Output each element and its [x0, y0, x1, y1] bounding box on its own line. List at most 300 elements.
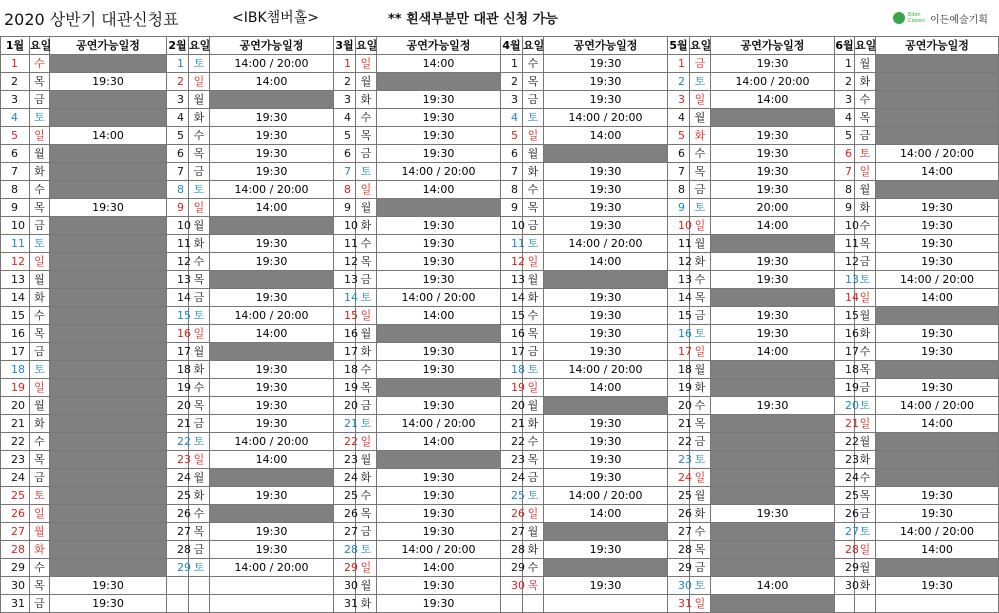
slot-header: 공연가능일정: [711, 37, 835, 55]
day-number: 6: [668, 145, 690, 163]
available-slot[interactable]: 19:30: [544, 307, 668, 325]
available-slot[interactable]: 19:30: [711, 397, 835, 415]
available-slot[interactable]: 14:00 / 20:00: [377, 163, 501, 181]
available-slot[interactable]: 19:30: [377, 469, 501, 487]
day-number: 29: [1, 559, 30, 577]
day-number: 28: [334, 541, 356, 559]
available-slot[interactable]: 19:30: [210, 289, 334, 307]
available-slot[interactable]: 19:30: [711, 181, 835, 199]
available-slot[interactable]: 19:30: [544, 163, 668, 181]
unavailable-slot: [876, 109, 999, 127]
day-number: 11: [501, 235, 523, 253]
weekday-cell: 목: [356, 379, 377, 397]
available-slot[interactable]: 14:00: [377, 307, 501, 325]
day-number: 3: [1, 91, 30, 109]
available-slot[interactable]: 19:30: [544, 217, 668, 235]
day-number: 1: [167, 55, 189, 73]
available-slot[interactable]: 19:30: [544, 73, 668, 91]
available-slot[interactable]: 14:00 / 20:00: [876, 523, 999, 541]
weekday-cell: 월: [855, 55, 876, 73]
available-slot[interactable]: 19:30: [377, 361, 501, 379]
weekday-cell: 수: [30, 181, 50, 199]
day-number: 26: [501, 505, 523, 523]
available-slot[interactable]: 19:30: [544, 541, 668, 559]
day-number: 7: [334, 163, 356, 181]
weekday-cell: 월: [855, 307, 876, 325]
available-slot[interactable]: 19:30: [210, 379, 334, 397]
unavailable-slot: [711, 109, 835, 127]
available-slot[interactable]: 14:00: [377, 433, 501, 451]
weekday-cell: 일: [523, 127, 544, 145]
month-header: 2월: [167, 37, 189, 55]
weekday-cell: 월: [855, 433, 876, 451]
available-slot[interactable]: 19:30: [544, 343, 668, 361]
day-number: 22: [1, 433, 30, 451]
available-slot[interactable]: 19:30: [377, 91, 501, 109]
day-number: 2: [334, 73, 356, 91]
weekday-cell: 화: [189, 361, 210, 379]
day-number: 5: [334, 127, 356, 145]
day-number: 13: [167, 271, 189, 289]
table-row: [1, 451, 999, 469]
weekday-cell: 월: [356, 199, 377, 217]
day-number: 17: [668, 343, 690, 361]
available-slot[interactable]: 14:00 / 20:00: [210, 181, 334, 199]
available-slot[interactable]: 14:00 / 20:00: [544, 109, 668, 127]
available-slot[interactable]: 19:30: [544, 91, 668, 109]
available-slot[interactable]: 19:30: [377, 271, 501, 289]
available-slot[interactable]: 14:00 / 20:00: [876, 397, 999, 415]
available-slot[interactable]: 19:30: [876, 577, 999, 595]
day-number: 22: [334, 433, 356, 451]
available-slot[interactable]: 19:30: [377, 127, 501, 145]
available-slot[interactable]: 19:30: [544, 433, 668, 451]
weekday-cell: 목: [356, 253, 377, 271]
available-slot[interactable]: 14:00 / 20:00: [377, 541, 501, 559]
weekday-cell: 토: [189, 55, 210, 73]
weekday-header: 요일: [690, 37, 711, 55]
unavailable-slot: [377, 73, 501, 91]
available-slot[interactable]: 19:30: [544, 415, 668, 433]
available-slot[interactable]: 14:00: [876, 289, 999, 307]
day-number: 18: [501, 361, 523, 379]
weekday-cell: 화: [523, 415, 544, 433]
day-number: 19: [334, 379, 356, 397]
available-slot[interactable]: 19:30: [876, 199, 999, 217]
available-slot[interactable]: 19:30: [377, 397, 501, 415]
available-slot[interactable]: 19:30: [377, 217, 501, 235]
weekday-cell: 월: [523, 145, 544, 163]
available-slot[interactable]: 14:00: [711, 343, 835, 361]
available-slot[interactable]: 14:00: [50, 127, 167, 145]
day-number: 19: [501, 379, 523, 397]
available-slot[interactable]: 14:00: [711, 217, 835, 235]
day-number: 10: [668, 217, 690, 235]
weekday-cell: 금: [30, 91, 50, 109]
weekday-cell: 목: [855, 487, 876, 505]
available-slot[interactable]: 19:30: [50, 577, 167, 595]
day-number: 17: [835, 343, 855, 361]
available-slot[interactable]: 19:30: [377, 577, 501, 595]
weekday-cell: 금: [189, 415, 210, 433]
table-row: [1, 541, 999, 559]
day-number: 14: [167, 289, 189, 307]
available-slot[interactable]: 19:30: [377, 145, 501, 163]
weekday-cell: 토: [356, 163, 377, 181]
weekday-cell: 토: [690, 325, 711, 343]
available-slot[interactable]: 14:00: [876, 163, 999, 181]
day-number: 3: [167, 91, 189, 109]
unavailable-slot: [544, 559, 668, 577]
unavailable-slot: [50, 163, 167, 181]
available-slot[interactable]: 14:00: [711, 577, 835, 595]
weekday-cell: 토: [30, 487, 50, 505]
day-number: 18: [1, 361, 30, 379]
available-slot[interactable]: 19:30: [876, 325, 999, 343]
day-number: 22: [501, 433, 523, 451]
weekday-cell: 목: [189, 397, 210, 415]
available-slot[interactable]: 19:30: [711, 325, 835, 343]
day-number: 26: [167, 505, 189, 523]
table-row: [1, 145, 999, 163]
weekday-cell: 일: [690, 343, 711, 361]
weekday-cell: 목: [523, 451, 544, 469]
weekday-cell: 수: [523, 307, 544, 325]
day-number: 24: [334, 469, 356, 487]
day-number: 9: [835, 199, 855, 217]
weekday-cell: 월: [690, 487, 711, 505]
available-slot[interactable]: 14:00: [210, 73, 334, 91]
weekday-cell: 화: [690, 379, 711, 397]
available-slot[interactable]: 14:00: [876, 415, 999, 433]
day-number: 26: [334, 505, 356, 523]
unavailable-slot: [50, 397, 167, 415]
available-slot[interactable]: 19:30: [50, 73, 167, 91]
available-slot[interactable]: 19:30: [210, 163, 334, 181]
weekday-cell: 화: [30, 541, 50, 559]
unavailable-slot: [711, 415, 835, 433]
available-slot[interactable]: 19:30: [210, 415, 334, 433]
unavailable-slot: [876, 55, 999, 73]
available-slot[interactable]: 14:00: [544, 127, 668, 145]
weekday-cell: 화: [523, 163, 544, 181]
available-slot[interactable]: 14:00 / 20:00: [711, 73, 835, 91]
available-slot[interactable]: 19:30: [711, 55, 835, 73]
available-slot[interactable]: 19:30: [210, 253, 334, 271]
day-number: 5: [501, 127, 523, 145]
available-slot[interactable]: 19:30: [711, 271, 835, 289]
weekday-cell: 수: [690, 145, 711, 163]
available-slot[interactable]: 19:30: [210, 397, 334, 415]
available-slot[interactable]: 14:00 / 20:00: [377, 289, 501, 307]
day-number: 8: [1, 181, 30, 199]
available-slot[interactable]: 14:00: [544, 505, 668, 523]
day-number: 29: [835, 559, 855, 577]
unavailable-slot: [50, 253, 167, 271]
day-number: 27: [167, 523, 189, 541]
available-slot[interactable]: 14:00 / 20:00: [876, 271, 999, 289]
day-number: 6: [501, 145, 523, 163]
available-slot[interactable]: 19:30: [544, 181, 668, 199]
weekday-cell: 월: [189, 217, 210, 235]
available-slot[interactable]: 19:30: [377, 235, 501, 253]
weekday-cell: 화: [855, 325, 876, 343]
weekday-cell: 화: [855, 451, 876, 469]
day-number: 11: [668, 235, 690, 253]
day-number: 20: [835, 397, 855, 415]
day-number: 16: [334, 325, 356, 343]
weekday-cell: 화: [356, 91, 377, 109]
available-slot[interactable]: 14:00: [210, 451, 334, 469]
available-slot[interactable]: 19:30: [711, 505, 835, 523]
table-row: [1, 73, 999, 91]
weekday-cell: 토: [690, 73, 711, 91]
day-number: 6: [1, 145, 30, 163]
day-number: 12: [668, 253, 690, 271]
available-slot[interactable]: 19:30: [544, 55, 668, 73]
weekday-cell: 수: [356, 487, 377, 505]
unavailable-slot: [711, 379, 835, 397]
weekday-header: 요일: [523, 37, 544, 55]
day-number: 14: [668, 289, 690, 307]
available-slot[interactable]: 14:00 / 20:00: [544, 235, 668, 253]
available-slot[interactable]: 14:00 / 20:00: [544, 487, 668, 505]
day-number: 25: [835, 487, 855, 505]
day-number: 12: [1, 253, 30, 271]
weekday-cell: 수: [523, 181, 544, 199]
weekday-cell: 금: [356, 397, 377, 415]
unavailable-slot: [50, 451, 167, 469]
day-number: 4: [334, 109, 356, 127]
available-slot[interactable]: 14:00: [210, 325, 334, 343]
available-slot[interactable]: 19:30: [50, 595, 167, 613]
available-slot[interactable]: 14:00: [377, 55, 501, 73]
day-number: 6: [835, 145, 855, 163]
weekday-cell: 토: [690, 577, 711, 595]
day-number: 9: [167, 199, 189, 217]
day-number: 26: [668, 505, 690, 523]
weekday-cell: 목: [30, 325, 50, 343]
available-slot[interactable]: 19:30: [544, 289, 668, 307]
table-row: [1, 199, 999, 217]
weekday-cell: 일: [855, 415, 876, 433]
available-slot[interactable]: 19:30: [377, 595, 501, 613]
available-slot[interactable]: 14:00 / 20:00: [544, 361, 668, 379]
available-slot[interactable]: 19:30: [210, 523, 334, 541]
weekday-cell: 토: [356, 415, 377, 433]
unavailable-slot: [876, 433, 999, 451]
available-slot[interactable]: 19:30: [711, 163, 835, 181]
available-slot[interactable]: 14:00: [377, 559, 501, 577]
empty-cell: [189, 595, 210, 613]
available-slot[interactable]: 14:00 / 20:00: [210, 307, 334, 325]
available-slot[interactable]: 14:00 / 20:00: [377, 415, 501, 433]
weekday-cell: 화: [690, 253, 711, 271]
table-row: [1, 55, 999, 73]
day-number: 3: [501, 91, 523, 109]
weekday-cell: 일: [189, 451, 210, 469]
available-slot[interactable]: 19:30: [544, 469, 668, 487]
available-slot[interactable]: 19:30: [876, 487, 999, 505]
table-row: [1, 397, 999, 415]
day-number: 29: [167, 559, 189, 577]
available-slot[interactable]: 14:00: [544, 253, 668, 271]
weekday-cell: 월: [523, 397, 544, 415]
weekday-cell: 수: [30, 559, 50, 577]
available-slot[interactable]: 19:30: [210, 127, 334, 145]
available-slot[interactable]: 19:30: [876, 343, 999, 361]
available-slot[interactable]: 19:30: [210, 541, 334, 559]
unavailable-slot: [876, 559, 999, 577]
weekday-cell: 일: [189, 199, 210, 217]
unavailable-slot: [876, 307, 999, 325]
weekday-cell: 토: [855, 271, 876, 289]
weekday-cell: 일: [356, 181, 377, 199]
empty-cell: [167, 577, 189, 595]
month-header: 6월: [835, 37, 855, 55]
available-slot[interactable]: 19:30: [210, 109, 334, 127]
day-number: 13: [334, 271, 356, 289]
day-number: 12: [167, 253, 189, 271]
weekday-cell: 일: [30, 253, 50, 271]
available-slot[interactable]: 19:30: [210, 487, 334, 505]
weekday-cell: 일: [356, 307, 377, 325]
available-slot[interactable]: 19:30: [377, 487, 501, 505]
available-slot[interactable]: 19:30: [377, 109, 501, 127]
unavailable-slot: [876, 127, 999, 145]
weekday-cell: 토: [855, 523, 876, 541]
weekday-cell: 일: [690, 595, 711, 613]
available-slot[interactable]: 14:00 / 20:00: [210, 559, 334, 577]
available-slot[interactable]: 14:00 / 20:00: [876, 145, 999, 163]
unavailable-slot: [711, 451, 835, 469]
weekday-cell: 수: [690, 523, 711, 541]
weekday-cell: 목: [189, 145, 210, 163]
available-slot[interactable]: 19:30: [377, 253, 501, 271]
day-number: 24: [668, 469, 690, 487]
available-slot[interactable]: 20:00: [711, 199, 835, 217]
available-slot[interactable]: 19:30: [876, 253, 999, 271]
day-number: 10: [167, 217, 189, 235]
available-slot[interactable]: 14:00: [711, 91, 835, 109]
rental-schedule-table: [0, 36, 999, 613]
weekday-cell: 금: [30, 469, 50, 487]
weekday-cell: 목: [855, 109, 876, 127]
available-slot[interactable]: 19:30: [876, 217, 999, 235]
day-number: 26: [835, 505, 855, 523]
weekday-cell: 목: [30, 73, 50, 91]
weekday-cell: 월: [30, 271, 50, 289]
day-number: 29: [501, 559, 523, 577]
day-number: 15: [167, 307, 189, 325]
day-number: 4: [167, 109, 189, 127]
unavailable-slot: [50, 487, 167, 505]
day-number: 20: [668, 397, 690, 415]
available-slot[interactable]: 19:30: [876, 379, 999, 397]
day-number: 18: [835, 361, 855, 379]
day-number: 1: [1, 55, 30, 73]
weekday-cell: 금: [855, 505, 876, 523]
unavailable-slot: [50, 361, 167, 379]
available-slot[interactable]: 19:30: [544, 325, 668, 343]
available-slot[interactable]: 19:30: [50, 199, 167, 217]
day-number: 19: [668, 379, 690, 397]
unavailable-slot: [210, 217, 334, 235]
available-slot[interactable]: 19:30: [544, 577, 668, 595]
weekday-cell: 금: [189, 163, 210, 181]
available-slot[interactable]: 19:30: [544, 199, 668, 217]
weekday-cell: 월: [523, 271, 544, 289]
available-slot[interactable]: 19:30: [711, 145, 835, 163]
day-number: 23: [334, 451, 356, 469]
day-number: 8: [334, 181, 356, 199]
weekday-cell: 금: [189, 541, 210, 559]
day-number: 12: [835, 253, 855, 271]
table-row: [1, 181, 999, 199]
weekday-cell: 일: [690, 91, 711, 109]
available-slot[interactable]: 19:30: [210, 145, 334, 163]
day-number: 29: [668, 559, 690, 577]
available-slot[interactable]: 14:00 / 20:00: [210, 433, 334, 451]
day-number: 17: [501, 343, 523, 361]
available-slot[interactable]: 19:30: [377, 505, 501, 523]
available-slot[interactable]: 19:30: [711, 127, 835, 145]
unavailable-slot: [210, 469, 334, 487]
day-number: 17: [167, 343, 189, 361]
unavailable-slot: [50, 235, 167, 253]
weekday-cell: 목: [30, 199, 50, 217]
available-slot[interactable]: 19:30: [210, 361, 334, 379]
available-slot[interactable]: 19:30: [377, 523, 501, 541]
available-slot[interactable]: 14:00: [377, 181, 501, 199]
day-number: 21: [167, 415, 189, 433]
weekday-cell: 금: [356, 145, 377, 163]
available-slot[interactable]: 19:30: [377, 343, 501, 361]
day-number: 1: [501, 55, 523, 73]
weekday-cell: 월: [189, 469, 210, 487]
available-slot[interactable]: 14:00: [210, 199, 334, 217]
day-number: 14: [334, 289, 356, 307]
unavailable-slot: [50, 343, 167, 361]
day-number: 17: [1, 343, 30, 361]
day-number: 4: [501, 109, 523, 127]
available-slot[interactable]: 14:00 / 20:00: [210, 55, 334, 73]
available-slot[interactable]: 19:30: [210, 235, 334, 253]
available-slot[interactable]: 14:00: [876, 541, 999, 559]
weekday-cell: 화: [855, 577, 876, 595]
available-slot[interactable]: 14:00: [544, 379, 668, 397]
unavailable-slot: [210, 91, 334, 109]
available-slot[interactable]: 19:30: [876, 505, 999, 523]
day-number: 25: [1, 487, 30, 505]
table-row: [1, 163, 999, 181]
available-slot[interactable]: 19:30: [711, 253, 835, 271]
available-slot[interactable]: 19:30: [544, 451, 668, 469]
table-row: [1, 469, 999, 487]
unavailable-slot: [711, 433, 835, 451]
weekday-cell: 수: [690, 271, 711, 289]
table-row: [1, 325, 999, 343]
weekday-cell: 금: [30, 217, 50, 235]
weekday-cell: 금: [523, 343, 544, 361]
weekday-cell: 토: [189, 433, 210, 451]
table-row: [1, 433, 999, 451]
available-slot[interactable]: 19:30: [711, 307, 835, 325]
day-number: 18: [167, 361, 189, 379]
available-slot[interactable]: 19:30: [876, 235, 999, 253]
weekday-cell: 금: [189, 289, 210, 307]
day-number: 15: [835, 307, 855, 325]
